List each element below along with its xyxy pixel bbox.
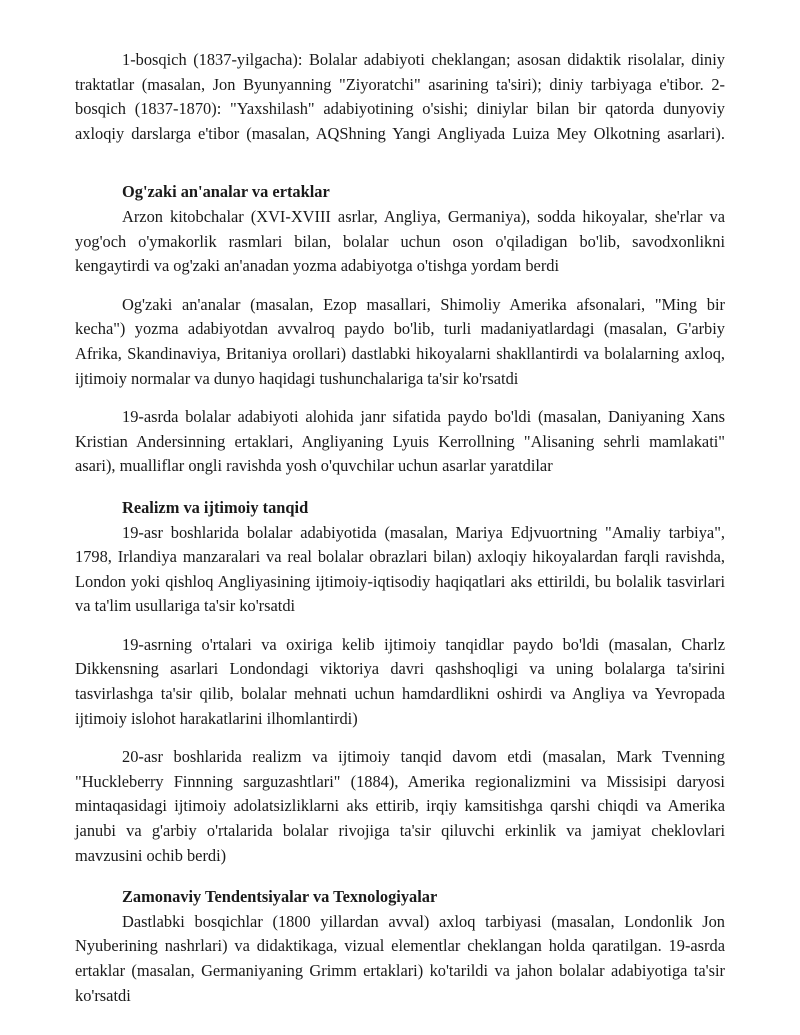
body-paragraph: 19-asrning o'rtalari va oxiriga kelib ijtimoiy tanqidlar paydo bo'ldi (masalan, Charlz Dikkensning asarlari Londondagi viktoriya davri qashshoqligi va uning bolalarga ta'sirini tasvirlashga ta'sir qilib, bolalar mehnati uchun hamdardlikni oshirdi va Angliya va Yevropada ijtimoiy islohot harakatlarini ilhomlantirdi) [75, 634, 725, 728]
spacer [75, 279, 725, 293]
section-heading: Og'zaki an'analar va ertaklar [122, 182, 330, 202]
section-oral-traditions [75, 180, 725, 479]
document-page [75, 48, 725, 1008]
spacer [75, 619, 725, 633]
intro-paragraph: 1-bosqich (1837-yilgacha): Bolalar adabiyoti cheklangan; asosan didaktik risolalar, diniy traktatlar (masalan, Jon Byunyanning "Ziyoratchi" asarining ta'siri); diniy tarbiyaga e'tibor. 2-bosqich (1837-1870): "Yaxshilash" adabiyotining o'sishi; diniylar bilan bir qatorda dunyoviy axloqiy darslarga e'tibor (masalan, AQShning Yangi Angliyada Luiza Mey Olkotning asarlari). [75, 50, 725, 143]
body-paragraph: Dastlabki bosqichlar (1800 yillardan avval) axloq tarbiyasi (masalan, Londonlik Jon Nyuberining nashrlari) va didaktikaga, vizual elementlar cheklangan holda qaratilgan. 19-asrda ertaklar (masalan, Germaniyaning Grimm ertaklari) ko'tarildi va jahon bolalar adabiyotiga ta'sir ko'rsatdi [75, 911, 725, 1005]
spacer [75, 731, 725, 745]
body-paragraph: Og'zaki an'analar (masalan, Ezop masallari, Shimoliy Amerika afsonalari, "Ming bir kecha") yozma adabiyotdan avvalroq paydo bo'lib, turli madaniyatlardagi (masalan, G'arbiy Afrika, Skandinaviya, Britaniya orollari) dastlabki hikoyalarni shakllantirdi va bolalarning axloq, ijtimoiy normalar va dunyo haqidagi tushunchalariga ta'sir ko'rsatdi [75, 294, 725, 388]
spacer [75, 868, 725, 885]
spacer [75, 391, 725, 405]
spacer [75, 146, 725, 180]
body-paragraph: 19-asrda bolalar adabiyoti alohida janr sifatida paydo bo'ldi (masalan, Daniyaning Xans Kristian Andersinning ertaklari, Angliyaning Lyuis Kerrollning "Alisaning sehrli mamlakati" asari), mualliflar ongli ravishda yosh o'quvchilar uchun asarlar yaratdilar [75, 407, 725, 476]
section-heading: Realizm va ijtimoiy tanqid [122, 497, 309, 517]
body-paragraph: 19-asr boshlarida bolalar adabiyotida (masalan, Mariya Edjvuortning "Amaliy tarbiya", 1798, Irlandiya manzaralari va real bolalar obrazlari bilan) axloqiy hikoyalardan farqli ravishda, London yoki qishloq Angliyasining ijtimoiy-iqtisodiy haqiqatlari aks ettirildi, bu bolalik tasvirlari va ta'lim usullariga ta'sir ko'rsatdi [75, 522, 725, 616]
body-paragraph: 20-asr boshlarida realizm va ijtimoiy tanqid davom etdi (masalan, Mark Tvenning "Huckleberry Finnning sarguzashtlari" (1884), Amerika regionalizmini va Missisipi daryosi mintaqasidagi ijtimoiy adolatsizliklarni aks ettirib, irqiy kamsitishga qarshi chiqdi va Amerika janubi va g'arbiy o'rtalarida bolalar rivojiga ta'sir qiluvchi erkinlik va jamiyat cheklovlari mavzusini ochib berdi) [75, 747, 725, 865]
body-paragraph: Arzon kitobchalar (XVI-XVIII asrlar, Angliya, Germaniya), sodda hikoyalar, she'rlar va yog'och o'ymakorlik rasmlari bilan, bolalar uchun oson o'qiladigan bo'lib, savodxonlikni kengaytirdi va og'zaki an'anadan yozma adabiyotga o'tishga yordam berdi [75, 206, 725, 276]
section-heading: Zamonaviy Tendentsiyalar va Texnologiyalar [122, 887, 438, 907]
spacer [75, 479, 725, 496]
section-realism [75, 496, 725, 868]
section-modern-trends [75, 885, 725, 1008]
